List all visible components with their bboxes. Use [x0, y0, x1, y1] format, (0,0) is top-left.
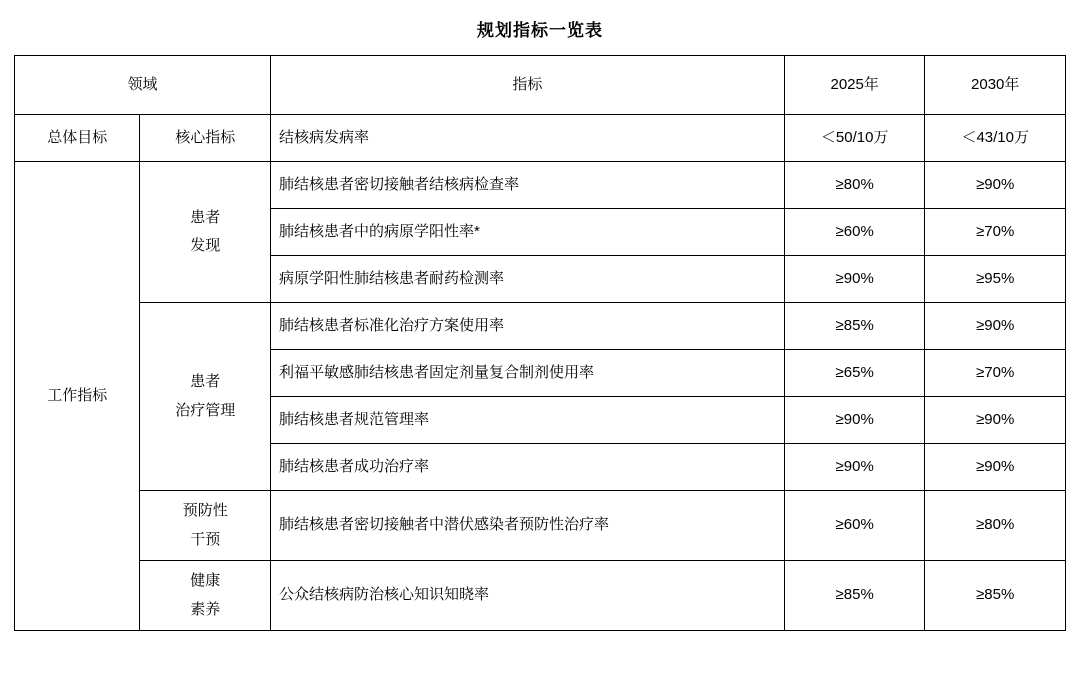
value-2025: ≥85% [784, 561, 925, 631]
planning-indicators-table [14, 55, 1066, 631]
value-2025: ≥80% [784, 162, 925, 209]
subgroup-cell-case-finding [140, 162, 271, 303]
subgroup-line: 素养 [190, 600, 221, 618]
value-2025: ≥60% [784, 491, 925, 561]
value-2025: ≥90% [784, 397, 925, 444]
value-2030: ≥90% [925, 162, 1066, 209]
indicator-cell: 肺结核患者中的病原学阳性率* [270, 209, 784, 256]
value-2025: ≥65% [784, 350, 925, 397]
value-2025: ≥60% [784, 209, 925, 256]
indicator-cell: 病原学阳性肺结核患者耐药检测率 [270, 256, 784, 303]
table-row [15, 303, 1066, 350]
domain-cell-overall: 总体目标 [15, 115, 140, 162]
value-2030: ≥95% [925, 256, 1066, 303]
indicator-cell: 肺结核患者密切接触者结核病检查率 [270, 162, 784, 209]
value-2025: ＜50/10万 [784, 115, 925, 162]
table-row [15, 162, 1066, 209]
table-row [15, 115, 1066, 162]
subgroup-line: 患者 [190, 373, 221, 390]
indicator-cell: 肺结核患者标准化治疗方案使用率 [270, 303, 784, 350]
header-cell-domain: 领域 [15, 56, 271, 115]
header-cell-2025: 2025年 [784, 56, 925, 115]
page-title: 规划指标一览表 [477, 21, 603, 40]
header-cell-2030: 2030年 [925, 56, 1066, 115]
indicator-cell: 结核病发病率 [270, 115, 784, 162]
subgroup-cell-core: 核心指标 [140, 115, 271, 162]
subgroup-cell-preventive-intervention [140, 491, 271, 561]
table-row [15, 561, 1066, 631]
indicator-cell: 肺结核患者成功治疗率 [270, 444, 784, 491]
value-2030: ≥70% [925, 350, 1066, 397]
value-2030: ≥90% [925, 444, 1066, 491]
subgroup-line: 干预 [190, 530, 221, 548]
subgroup-cell-health-literacy [140, 561, 271, 631]
table-row [15, 491, 1066, 561]
value-2025: ≥90% [784, 444, 925, 491]
value-2030: ≥70% [925, 209, 1066, 256]
table-header-row [15, 56, 1066, 115]
value-2030: ≥85% [925, 561, 1066, 631]
indicator-cell: 肺结核患者规范管理率 [270, 397, 784, 444]
subgroup-line: 发现 [190, 237, 221, 254]
domain-cell-work: 工作指标 [15, 162, 140, 631]
value-2025: ≥90% [784, 256, 925, 303]
subgroup-cell-treatment-management [140, 303, 271, 491]
header-cell-indicator: 指标 [270, 56, 784, 115]
indicator-cell: 肺结核患者密切接触者中潜伏感染者预防性治疗率 [270, 491, 784, 561]
subgroup-line: 健康 [190, 572, 221, 589]
value-2030: ≥90% [925, 397, 1066, 444]
subgroup-line: 治疗管理 [175, 401, 236, 419]
value-2025: ≥85% [784, 303, 925, 350]
subgroup-line: 预防性 [182, 502, 228, 519]
value-2030: ≥90% [925, 303, 1066, 350]
indicator-cell: 利福平敏感肺结核患者固定剂量复合制剂使用率 [270, 350, 784, 397]
subgroup-line: 患者 [190, 208, 221, 226]
value-2030: ≥80% [925, 491, 1066, 561]
value-2030: ＜43/10万 [925, 115, 1066, 162]
indicator-cell: 公众结核病防治核心知识知晓率 [270, 561, 784, 631]
